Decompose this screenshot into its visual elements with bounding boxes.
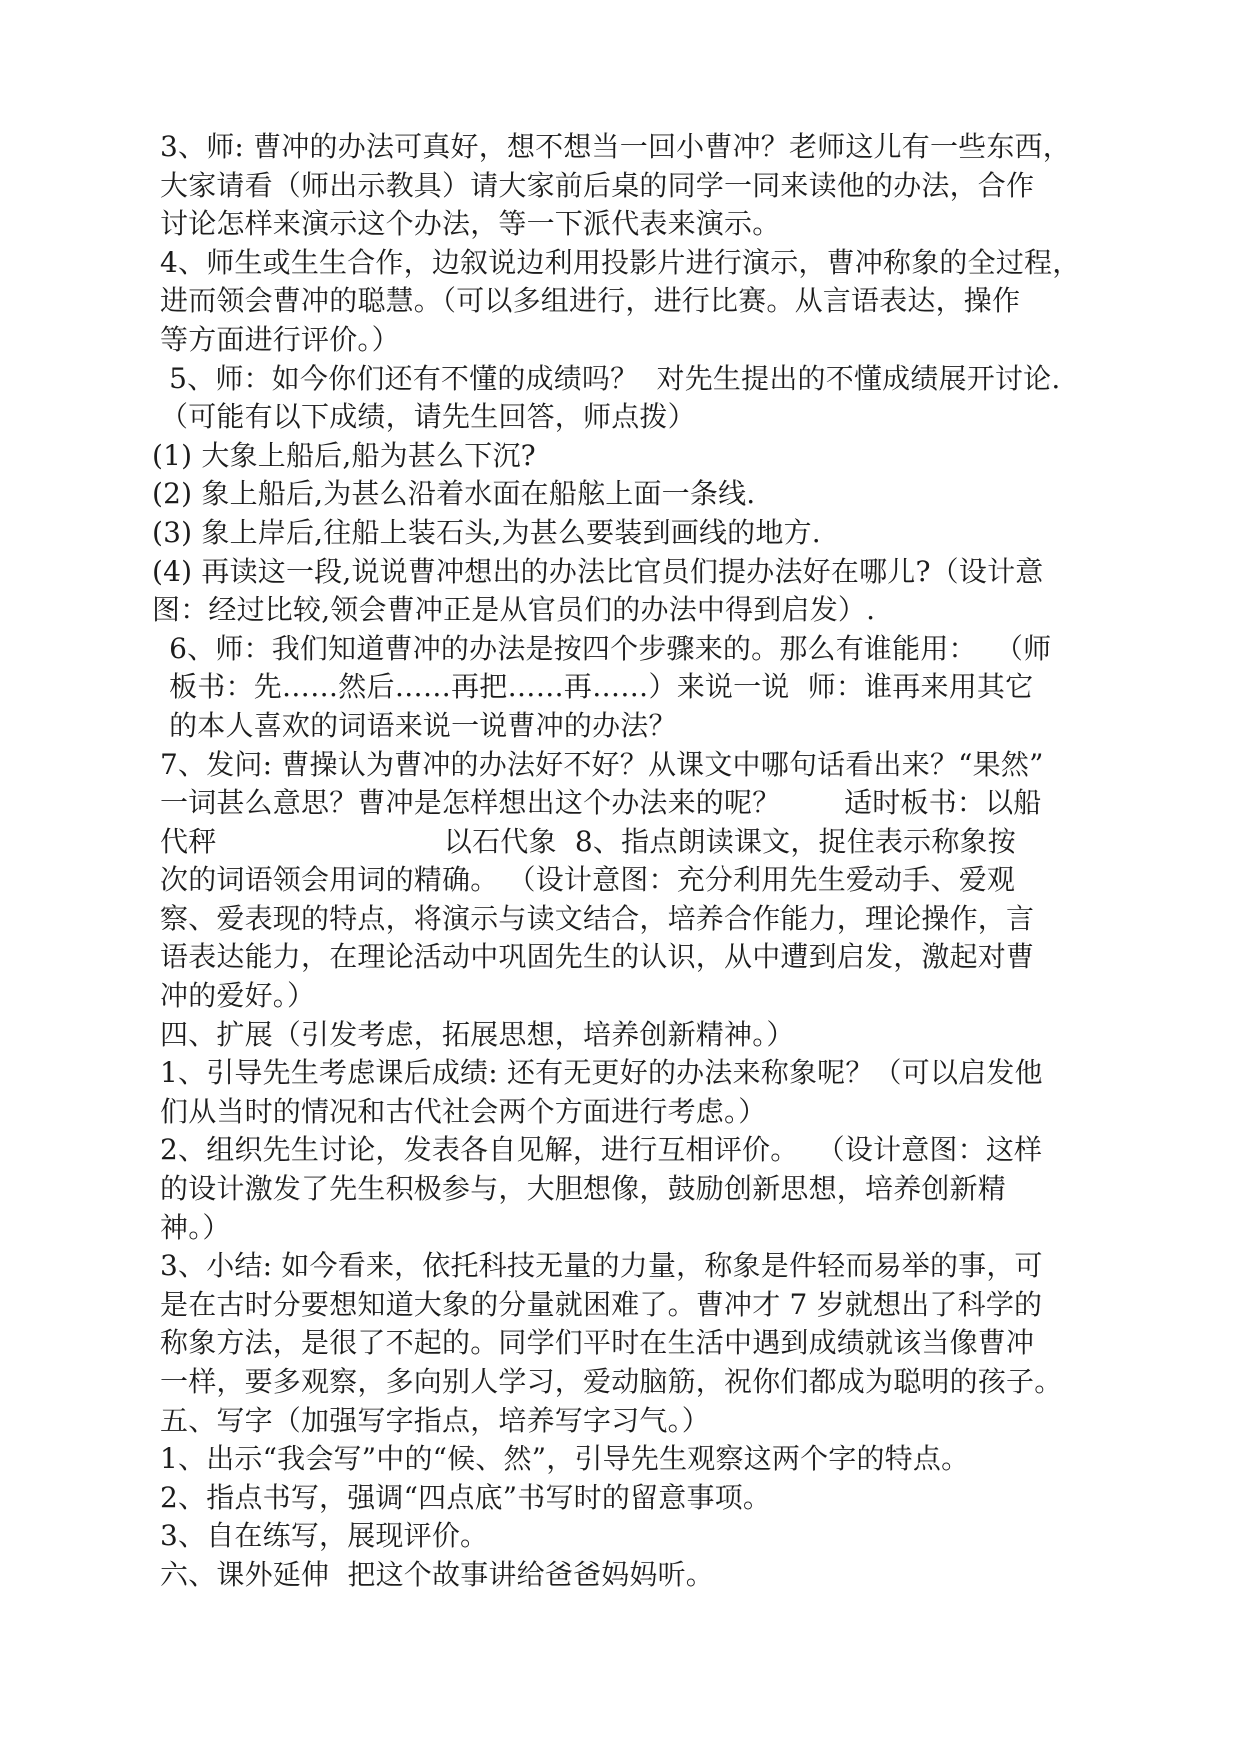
text-line: 神。） [160, 1210, 231, 1244]
section-heading: 四、扩展（引发考虑，拓展思想，培养创新精神。） [160, 1017, 795, 1051]
text-line: 2、组织先生讨论，发表各自见解，进行互相评价。 （设计意图：这样 [160, 1133, 1043, 1167]
text-line: 语表达能力，在理论活动中巩固先生的认识，从中遭到启发，激起对曹 [160, 940, 1035, 974]
text-line: 察、爱表现的特点，将演示与读文结合，培养合作能力，理论操作，言 [160, 901, 1035, 935]
list-item: (4) 再读这一段,说说曹冲想出的办法比官员们提办法好在哪儿?（设计意 [152, 554, 1044, 588]
text-line: 4、师生或生生合作，边叙说边利用投影片进行演示，曹冲称象的全过程， [160, 245, 1081, 279]
list-item: (3) 象上岸后,往船上装石头,为甚么要装到画线的地方. [152, 515, 821, 549]
text-line: 等方面进行评价。） [160, 322, 400, 356]
text-line: 一样，要多观察，多向别人学习，爱动脑筋，祝你们都成为聪明的孩子。 [160, 1365, 1063, 1398]
text-line: 讨论怎样来演示这个办法，等一下派代表来演示。 [160, 207, 781, 241]
text-line: 1、引导先生考虑课后成绩: 还有无更好的办法来称象呢？（可以启发他 [160, 1056, 1043, 1090]
section-heading: 六、课外延伸 把这个故事讲给爸爸妈妈听。 [160, 1557, 715, 1591]
text-line: 6、师：我们知道曹冲的办法是按四个步骤来的。那么有谁能用： （师 [160, 631, 1052, 665]
text-line: 7、发问: 曹操认为曹冲的办法好不好？从课文中哪句话看出来？“果然” [160, 747, 1044, 781]
text-line: 3、自在练写，展现评价。 [160, 1519, 489, 1553]
text-line: （可能有以下成绩，请先生回答，师点拨） [160, 400, 696, 434]
list-item: (2) 象上船后,为甚么沿着水面在船舷上面一条线. [152, 477, 756, 511]
text-line: 的本人喜欢的词语来说一说曹冲的办法？ [160, 708, 677, 742]
text-line: 板书：先……然后……再把……再……）来说一说 师：谁再来用其它 [160, 670, 1034, 704]
section-heading: 五、写字（加强写字指点，培养写字习气。） [160, 1403, 711, 1437]
text-line: 3、小结: 如今看来，依托科技无量的力量，称象是件轻而易举的事，可 [160, 1249, 1043, 1283]
list-item: (1) 大象上船后,船为甚么下沉? [152, 438, 536, 472]
document-body [0, 128, 1241, 1595]
text-line: 的设计激发了先生积极参与，大胆想像，鼓励创新思想，培养创新精 [160, 1172, 1007, 1206]
text-line: 冲的爱好。） [160, 979, 316, 1013]
text-line: 5、师：如今你们还有不懂的成绩吗？ 对先生提出的不懂成绩展开讨论. [160, 361, 1061, 395]
text-line: 称象方法，是很了不起的。同学们平时在生活中遇到成绩就该当像曹冲 [160, 1326, 1035, 1360]
text-line: 代秤 以石代象 8、指点朗读课文，捉住表示称象按 [160, 824, 1016, 858]
text-line: 们从当时的情况和古代社会两个方面进行考虑。） [160, 1094, 767, 1128]
text-line: 是在古时分要想知道大象的分量就困难了。曹冲才 7 岁就想出了科学的 [160, 1287, 1043, 1321]
text-line: 大家请看（师出示教具）请大家前后桌的同学一同来读他的办法，合作 [160, 168, 1035, 202]
text-line: 3、师: 曹冲的办法可真好，想不想当一回小曹冲？老师这儿有一些东西， [160, 130, 1071, 163]
text-line: 图：经过比较,领会曹冲正是从官员们的办法中得到启发）. [152, 593, 876, 627]
text-line: 一词甚么意思？曹冲是怎样想出这个办法来的呢？ 适时板书：以船 [160, 786, 1042, 820]
text-line: 1、出示“我会写”中的“候、然”，引导先生观察这两个字的特点。 [160, 1442, 970, 1476]
text-line: 次的词语领会用词的精确。 （设计意图：充分利用先生爱动手、爱观 [160, 863, 1016, 897]
text-line: 2、指点书写，强调“四点底”书写时的留意事项。 [160, 1480, 772, 1514]
text-line: 进而领会曹冲的聪慧。（可以多组进行，进行比赛。从言语表达，操作 [160, 284, 1021, 318]
